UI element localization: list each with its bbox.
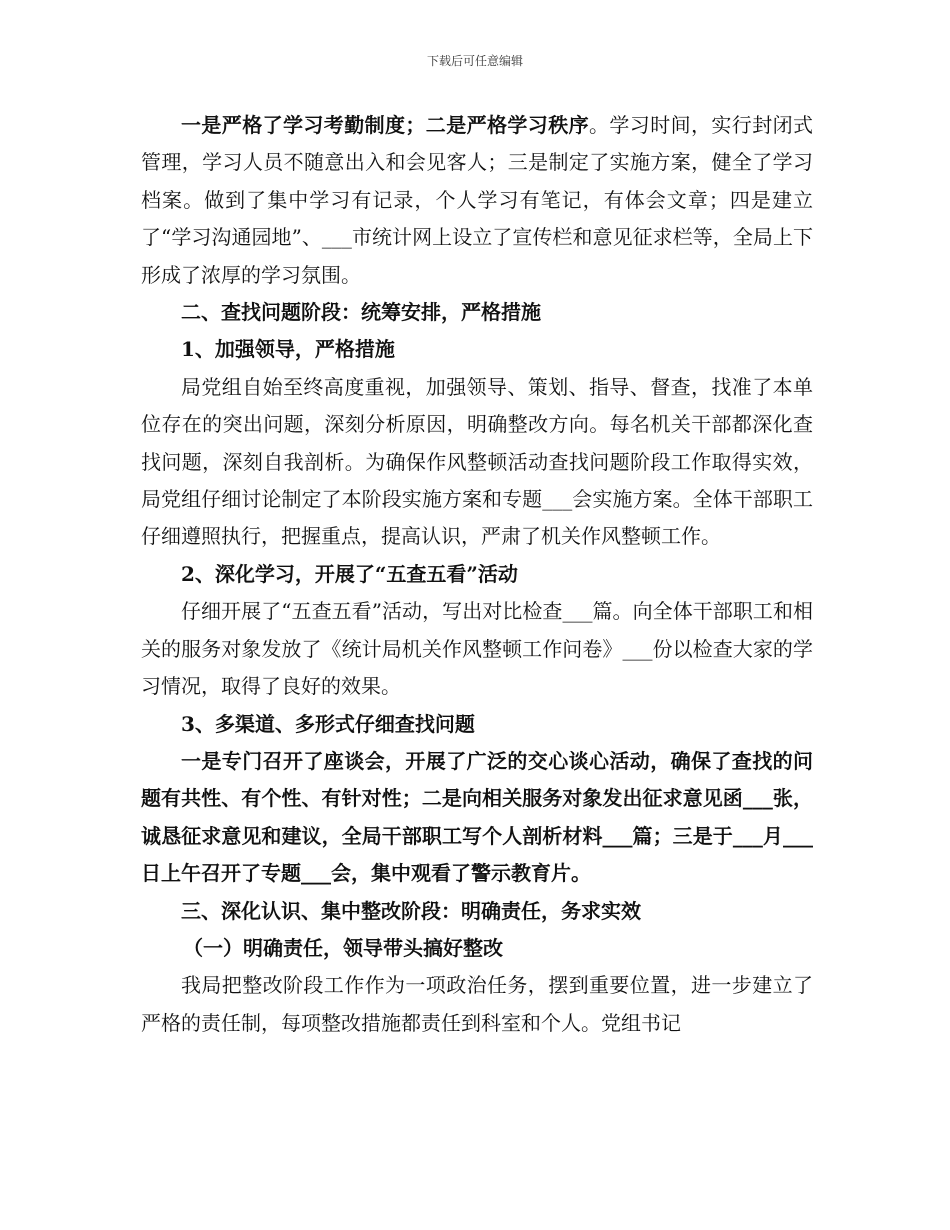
paragraph-leadership: 局党组自始至终高度重视，加强领导、策划、指导、督查，找准了本单位存在的突出问题，深刻分析原因，明确整改方向。每名机关干部都深化查找问题，深刻自我剖析。为确保作风整顿活动查找问题阶段工作取得实效，局党组仔细讨论制定了本阶段实施方案和专题___会实施方案。全体干部职工仔细遵照执行，把握重点，提高认识，严肃了机关作风整顿工作。 [141,374,813,549]
subheading-2-1: 1、加强领导，严格措施 [181,337,395,362]
subheading-2-2: 2、深化学习，开展了“五查五看”活动 [181,561,518,586]
page-header: 下载后可任意编辑 [426,54,523,68]
section-heading-3: 三、深化认识、集中整改阶段：明确责任，务求实效 [181,898,641,923]
paragraph-five-checks: 仔细开展了“五查五看”活动，写出对比检查___篇。向全体干部职工和相关的服务对象发放了《统计局机关作风整顿工作问卷》___份以检查大家的学习情况，取得了良好的效果。 [141,599,813,699]
paragraph-rectification: 我局把整改阶段工作作为一项政治任务，摆到重要位置，进一步建立了严格的责任制，每项整改措施都责任到科室和个人。党组书记 [141,973,813,1035]
subheading-3-1: （一）明确责任，领导带头搞好整改 [183,935,503,960]
paragraph-study-discipline [141,107,813,294]
paragraph-find-problems: 一是专门召开了座谈会，开展了广泛的交心谈心活动，确保了查找的问题有共性、有个性、有针对性；二是向相关服务对象发出征求意见函___张，诚恳征求意见和建议，全局干部职工写个人剖析材料___篇；三是于___月___日上午召开了专题___会，集中观看了警示教育片。 [141,748,813,886]
document-body [141,107,813,1042]
paragraph-text: 。学习时间，实行封闭式管理，学习人员不随意出入和会见客人；三是制定了实施方案，健全了学习档案。做到了集中学习有记录，个人学习有笔记，有体会文章；四是建立了“学习沟通园地”、___市统计网上设立了宣传栏和意见征求栏等，全局上下形成了浓厚的学习氛围。 [141,113,813,287]
section-heading-2: 二、查找问题阶段：统筹安排，严格措施 [181,300,541,325]
subheading-2-3: 3、多渠道、多形式仔细查找问题 [181,711,475,736]
bold-lead-text: 一是严格了学习考勤制度；二是严格学习秩序 [181,113,589,137]
